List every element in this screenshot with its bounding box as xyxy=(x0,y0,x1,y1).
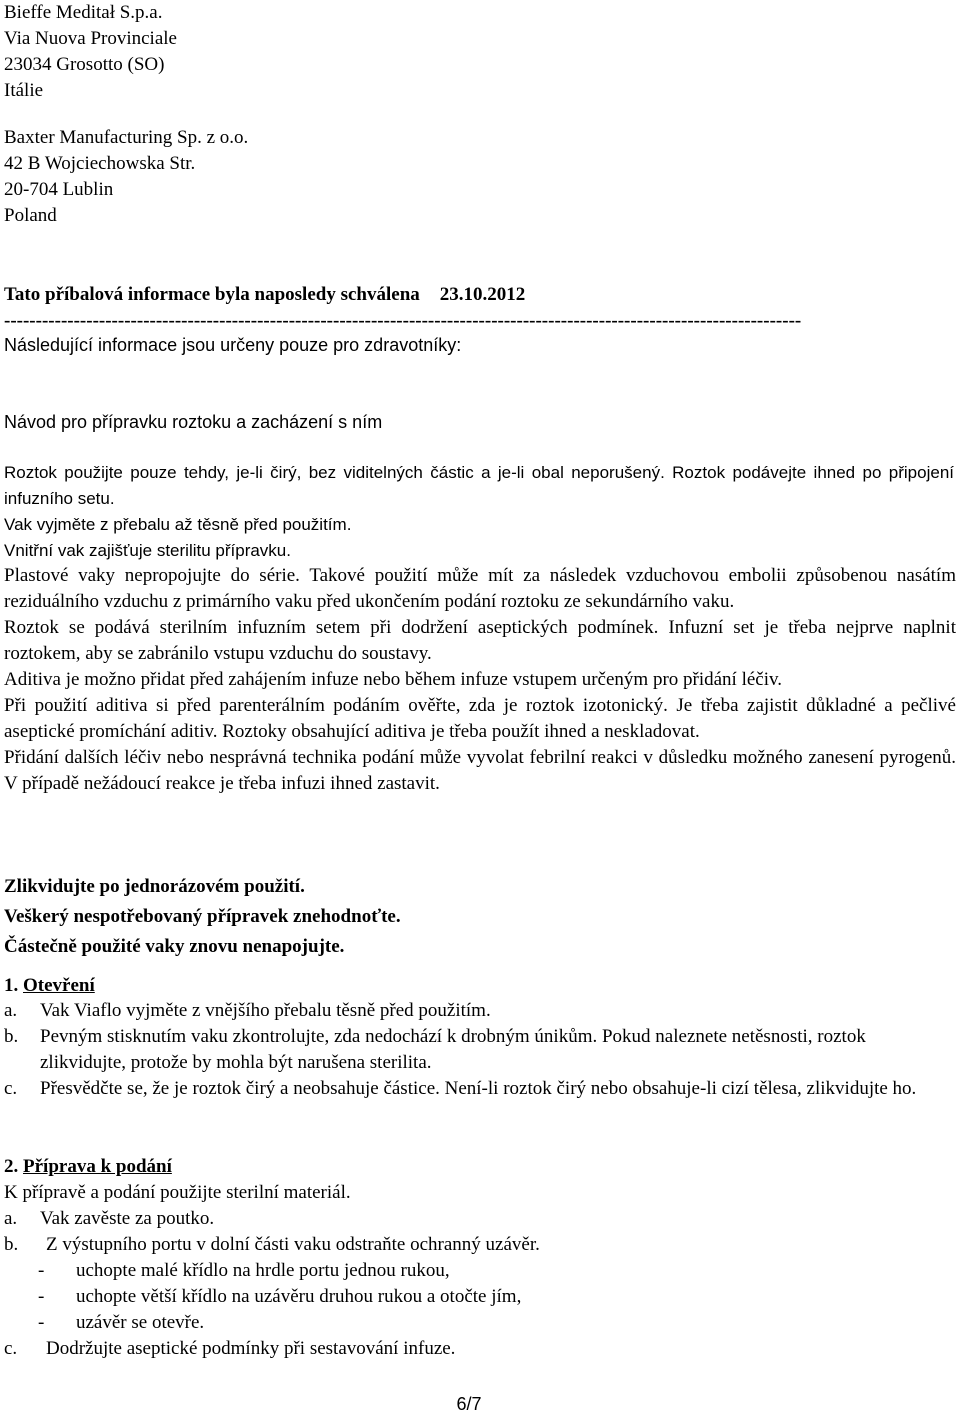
warning-line: Veškerý nespotřebovaný přípravek znehodnoťte. xyxy=(4,906,401,927)
list-item-text: Dodržujte aseptické podmínky při sestavování infuze. xyxy=(46,1338,456,1359)
section-intro: K přípravě a podání použijte sterilní materiál. xyxy=(4,1182,351,1203)
list-item xyxy=(4,1024,956,1076)
section-2-list xyxy=(4,1180,956,1362)
list-item-text: Vak Viaflo vyjměte z vnějšího přebalu těsně před použitím. xyxy=(40,1000,491,1021)
sub-list-item xyxy=(4,1310,956,1336)
list-item-text: Z výstupního portu v dolní části vaku odstraňte ochranný uzávěr. xyxy=(46,1234,540,1255)
address-line: Poland xyxy=(4,205,57,226)
sub-list-item xyxy=(4,1258,956,1284)
warning-line: Zlikvidujte po jednorázovém použití. xyxy=(4,876,305,897)
instructions-title: Návod pro přípravku roztoku a zacházení s ním xyxy=(4,412,383,432)
paragraph: Aditiva je možno přidat před zahájením infuze nebo během infuze vstupem určeným pro přidání léčiv. xyxy=(4,669,783,690)
list-item xyxy=(4,1336,956,1362)
list-marker: a. xyxy=(4,1208,18,1229)
section-2-title xyxy=(4,1154,172,1179)
list-item xyxy=(4,998,956,1024)
paragraph: Přidání dalších léčiv nebo nesprávná technika podání může vyvolat febrilní reakci v důsledku možného zanesení pyrogenů. V případě nežádoucí reakce je třeba infuzi ihned zastavit. xyxy=(4,747,956,794)
dash-marker: - xyxy=(38,1286,45,1307)
sub-list-item xyxy=(4,1284,956,1310)
list-marker: b. xyxy=(4,1026,19,1047)
approval-line xyxy=(4,282,525,307)
section-1-list xyxy=(4,998,956,1102)
serif-paragraphs xyxy=(4,563,956,797)
paragraph: Plastové vaky nepropojujte do série. Takové použití může mít za následek vzduchovou embolii způsobenou nasátím reziduálního vzduchu z primárního vaku před ukončením podání roztoku ze sekundárního vaku. xyxy=(4,565,956,612)
list-marker: b. xyxy=(4,1234,19,1255)
disposal-warnings xyxy=(4,872,401,962)
section-number: 2. xyxy=(4,1156,19,1177)
approval-date: 23.10.2012 xyxy=(439,284,526,305)
address-line: 23034 Grosotto (SO) xyxy=(4,54,165,75)
dash-marker: - xyxy=(38,1312,45,1333)
address-line: Via Nuova Provinciale xyxy=(4,28,177,49)
section-number: 1. xyxy=(4,975,19,996)
list-item-text: Vak zavěste za poutko. xyxy=(40,1208,215,1229)
address-line: Baxter Manufacturing Sp. z o.o. xyxy=(4,127,249,148)
sub-item-text: uchopte větší křídlo na uzávěru druhou rukou a otočte jím, xyxy=(76,1286,522,1307)
address-line: Itálie xyxy=(4,80,44,101)
address-line: 20-704 Lublin xyxy=(4,179,114,200)
list-marker: c. xyxy=(4,1338,18,1359)
list-marker: a. xyxy=(4,1000,18,1021)
list-item xyxy=(4,1076,956,1102)
sub-item-text: uzávěr se otevře. xyxy=(76,1312,205,1333)
paragraph: Vnitřní vak zajišťuje sterilitu přípravku. xyxy=(4,541,291,560)
section-1-title xyxy=(4,973,95,998)
warning-line: Částečně použité vaky znovu nenapojujte. xyxy=(4,936,345,957)
paragraph: Roztok se podává sterilním infuzním setem při dodržení aseptických podmínek. Infuzní set je třeba nejprve naplnit roztokem, aby se zabránilo vstupu vzduchu do soustavy. xyxy=(4,617,956,664)
sub-item-text: uchopte malé křídlo na hrdle portu jednou rukou, xyxy=(76,1260,450,1281)
address-line: Bieffe Meditał S.p.a. xyxy=(4,2,163,23)
page-number: 6/7 xyxy=(456,1394,482,1414)
paragraph: Při použití aditiva si před parenterálním podáním ověřte, zda je roztok izotonický. Je třeba zajistit důkladné a pečlivé aseptické promíchání aditiv. Roztoky obsahující aditiva je třeba použít ihned a neskladovat. xyxy=(4,695,956,742)
list-item-text: Přesvědčte se, že je roztok čirý a neobsahuje částice. Není-li roztok čirý nebo obsahuje-li cizí tělesa, zlikvidujte ho. xyxy=(40,1078,917,1099)
separator-line: ------------------------------------------------------------------------------------------------------------------------------ xyxy=(4,310,802,331)
dash-marker: - xyxy=(38,1260,45,1281)
instructions-body xyxy=(4,460,954,564)
address-line: 42 B Wojciechowska Str. xyxy=(4,153,196,174)
paragraph: Vak vyjměte z přebalu až těsně před použitím. xyxy=(4,515,352,534)
manufacturer-address-1 xyxy=(4,0,177,104)
list-item xyxy=(4,1206,956,1232)
section-title-text: Příprava k podání xyxy=(23,1156,172,1177)
section-title-text: Otevření xyxy=(23,975,95,996)
list-item-text: Pevným stisknutím vaku zkontrolujte, zda nedochází k drobným únikům. Pokud naleznete netěsnosti, roztok zlikvidujte, protože by mohla být narušena sterilita. xyxy=(40,1026,866,1073)
paragraph: Roztok použijte pouze tehdy, je-li čirý, bez viditelných částic a je-li obal neporušený. Roztok podávejte ihned po připojení infuzního setu. xyxy=(4,463,954,508)
list-marker: c. xyxy=(4,1078,18,1099)
professional-note: Následující informace jsou určeny pouze pro zdravotníky: xyxy=(4,335,462,355)
approval-label: Tato příbalová informace byla naposledy schválena xyxy=(4,284,420,305)
manufacturer-address-2 xyxy=(4,125,248,229)
list-item xyxy=(4,1232,956,1258)
